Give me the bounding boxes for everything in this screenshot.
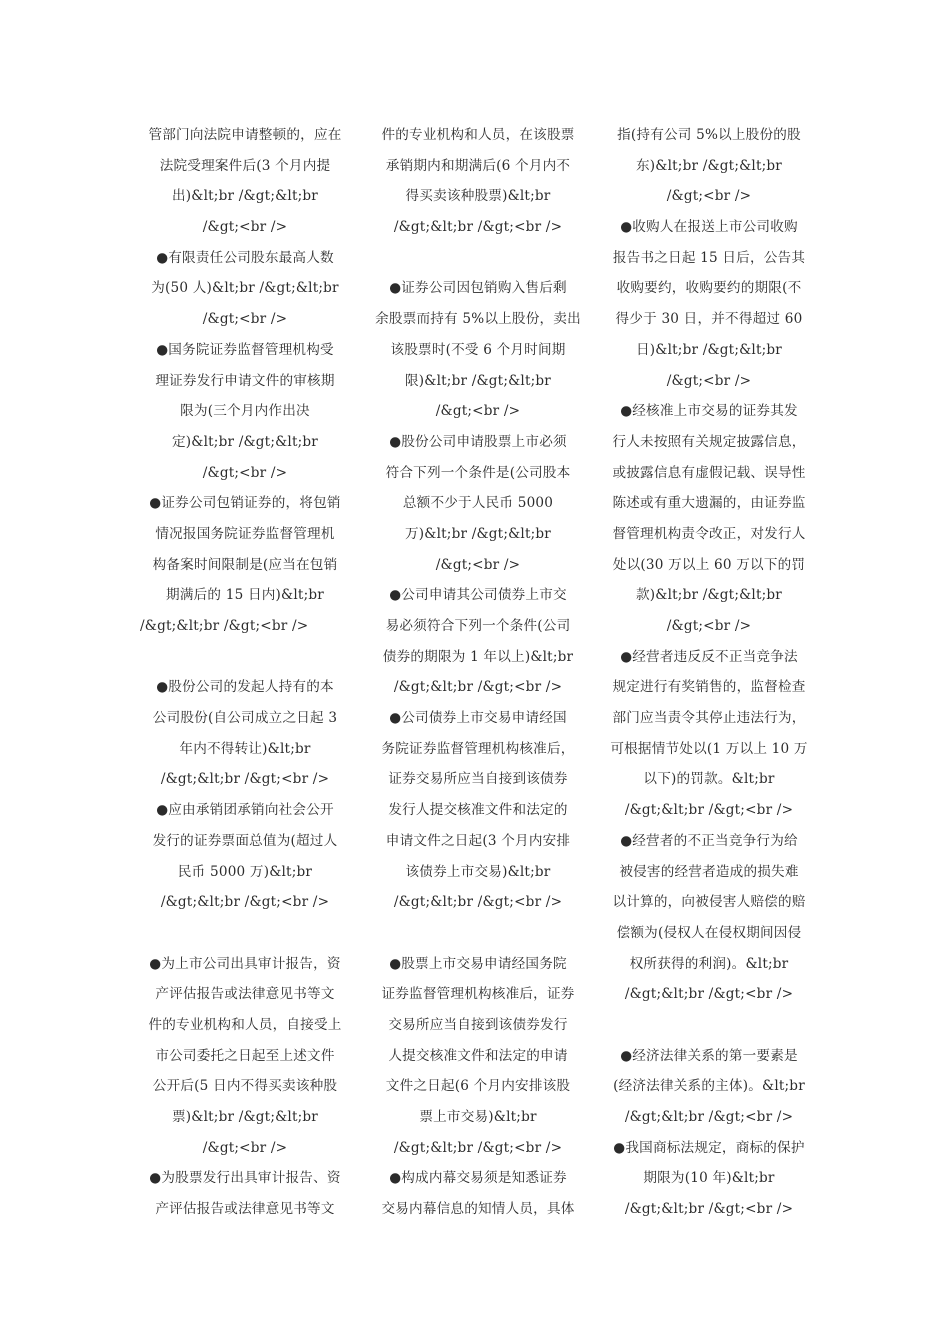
text-line: 产评估报告或法律意见书等文	[155, 986, 335, 1003]
text-line: 定)&lt;br /&gt;&lt;br	[171, 433, 319, 450]
text-line: ●证券公司因包销购入售后剩	[389, 280, 567, 297]
text-line: 证券监督管理机构核准后，证券	[381, 986, 575, 1003]
text-line: 管部门向法院申请整顿的，应在	[148, 127, 342, 143]
text-line: /&gt;&lt;br /&gt;<br />	[624, 1109, 794, 1125]
text-line: 交易内幕信息的知情人员，具体	[381, 1201, 575, 1218]
text-line: 或披露信息有虚假记载、误导性	[612, 464, 806, 481]
text-line: 证券交易所应当自接到该债券	[388, 771, 568, 788]
text-line: 出)&lt;br /&gt;&lt;br	[171, 188, 319, 205]
text-line: 部门应当责令其停止违法行为，	[612, 710, 806, 727]
text-line: /&gt;<br />	[435, 556, 521, 573]
text-line: 日)&lt;br /&gt;&lt;br	[635, 341, 783, 358]
text-line: ●经营者的不正当竞争行为给	[620, 832, 798, 849]
text-line: /&gt;<br />	[666, 618, 752, 634]
text-line: 限为(三个月内作出决	[180, 403, 310, 420]
text-line: /&gt;&lt;br /&gt;<br />	[160, 771, 330, 788]
text-line: 符合下列一个条件是(公司股本	[385, 464, 571, 481]
text-line: /&gt;<br />	[435, 403, 521, 420]
text-line: /&gt;<br />	[202, 1139, 288, 1156]
text-line: 得买卖该种股票)&lt;br	[405, 188, 551, 205]
blank-line	[604, 1010, 814, 1041]
text-line: /&gt;&lt;br /&gt;<br />	[393, 894, 563, 911]
text-line: 款)&lt;br /&gt;&lt;br	[635, 587, 783, 604]
text-line: 指(持有公司 5%以上股份的股	[617, 127, 801, 143]
blank-line	[373, 918, 583, 949]
text-line: 督管理机构责令改正，对发行人	[612, 525, 806, 542]
text-line: 收购要约，收购要约的期限(不	[616, 280, 802, 297]
text-line: 构备案时间限制是(应当在包销	[152, 556, 338, 573]
text-line: 该债券上市交易)&lt;br	[405, 863, 551, 880]
text-line: 偿额为(侵权人在侵权期间因侵	[616, 924, 802, 941]
text-line: /&gt;<br />	[202, 464, 288, 481]
text-line: 发行人提交核准文件和法定的	[388, 802, 568, 819]
text-line: /&gt;<br />	[666, 188, 752, 205]
text-line: 东)&lt;br /&gt;&lt;br	[635, 157, 783, 174]
text-line: 民币 5000 万)&lt;br	[177, 863, 313, 880]
text-line: 期限为(10 年)&lt;br	[643, 1170, 775, 1187]
text-line: 为(50 人)&lt;br /&gt;&lt;br	[151, 280, 339, 297]
text-line: /&gt;&lt;br /&gt;<br />	[624, 1201, 794, 1218]
text-line: ●构成内幕交易须是知悉证券	[389, 1170, 567, 1187]
text-line: 处以(30 万以上 60 万以下的罚	[612, 556, 806, 573]
text-line: /&gt;<br />	[202, 219, 288, 236]
text-line: 总额不少于人民币 5000	[402, 495, 554, 512]
text-line: 件的专业机构和人员，在该股票	[381, 127, 575, 143]
blank-line	[140, 918, 350, 949]
text-line: 行人未按照有关规定披露信息，	[612, 433, 806, 450]
text-line: (经济法律关系的主体)。&lt;br	[613, 1078, 805, 1095]
text-line: 债券的期限为 1 年以上)&lt;br	[382, 648, 574, 665]
text-line: ●经营者违反反不正当竞争法	[620, 648, 798, 665]
text-line: ●为股票发行出具审计报告、资	[149, 1170, 341, 1187]
text-line: ●股票上市交易申请经国务院	[389, 955, 567, 972]
text-line: 法院受理案件后(3 个月内提	[159, 157, 331, 174]
text-line: 以下)的罚款。&lt;br	[643, 771, 775, 788]
text-line: /&gt;<br />	[202, 311, 288, 328]
text-line: 万)&lt;br /&gt;&lt;br	[404, 525, 552, 542]
text-line: 人提交核准文件和法定的申请	[388, 1047, 568, 1064]
text-line: 申请文件之日起(3 个月内安排	[385, 832, 571, 849]
text-line: 可根据情节处以(1 万以上 10 万	[610, 740, 808, 757]
text-line: 限)&lt;br /&gt;&lt;br	[404, 372, 552, 389]
text-line: ●经核准上市交易的证券其发	[620, 403, 798, 420]
text-line: 市公司委托之日起至上述文件	[155, 1047, 335, 1064]
text-line: 报告书之日起 15 日后，公告其	[612, 249, 806, 266]
text-line: ●经济法律关系的第一要素是	[620, 1047, 798, 1064]
text-line: 发行的证券票面总值为(超过人	[152, 832, 338, 849]
text-line: /&gt;&lt;br /&gt;<br />	[393, 679, 563, 696]
text-line: ●证券公司包销证券的，将包销	[149, 495, 341, 512]
text-line: ●为上市公司出具审计报告，资	[149, 955, 341, 972]
text-line: 公司股份(自公司成立之日起 3	[152, 710, 338, 727]
text-line: /&gt;&lt;br /&gt;<br />	[624, 802, 794, 819]
text-line: /&gt;&lt;br /&gt;<br />	[393, 219, 563, 236]
text-line: 理证券发行申请文件的审核期	[155, 372, 335, 389]
text-line: 易必须符合下列一个条件(公司	[385, 618, 571, 634]
text-line: 文件之日起(6 个月内安排该股	[385, 1078, 571, 1095]
text-column-3	[604, 120, 814, 1225]
text-line: 年内不得转让)&lt;br	[179, 740, 311, 757]
text-line: 件的专业机构和人员，自接受上	[148, 1016, 342, 1033]
text-column-1	[140, 120, 350, 1225]
text-line: ●股份公司申请股票上市必须	[389, 433, 567, 450]
text-line: ●国务院证券监督管理机构受	[156, 341, 334, 358]
text-line: ●股份公司的发起人持有的本	[156, 679, 334, 696]
text-line: ●公司申请其公司债券上市交	[389, 587, 567, 604]
text-line: 权所获得的利润)。&lt;br	[629, 955, 789, 972]
text-column-2	[373, 120, 583, 1225]
text-line: 票)&lt;br /&gt;&lt;br	[171, 1109, 319, 1125]
text-line: ●收购人在报送上市公司收购	[620, 219, 798, 236]
text-line: 规定进行有奖销售的，监督检查	[612, 679, 806, 696]
text-line: 情况报国务院证券监督管理机	[155, 525, 335, 542]
text-line: 得少于 30 日，并不得超过 60	[615, 311, 803, 328]
text-line: ●应由承销团承销向社会公开	[156, 802, 334, 819]
text-line: /&gt;&lt;br /&gt;<br />	[140, 618, 309, 634]
text-line: 余股票而持有 5%以上股份，卖出	[375, 311, 581, 328]
text-line: 务院证券监督管理机构核准后，	[381, 740, 575, 757]
text-line: 公开后(5 日内不得买卖该种股	[152, 1078, 338, 1095]
text-line: 交易所应当自接到该债券发行	[388, 1016, 568, 1033]
text-line: 被侵害的经营者造成的损失难	[619, 863, 799, 880]
text-line: ●公司债券上市交易申请经国	[389, 710, 567, 727]
text-line: 该股票时(不受 6 个月时间期	[390, 341, 566, 358]
text-line: 期满后的 15 日内)&lt;br	[166, 587, 324, 604]
text-line: /&gt;&lt;br /&gt;<br />	[624, 986, 794, 1003]
text-line: ●我国商标法规定，商标的保护	[613, 1139, 805, 1156]
blank-line	[140, 642, 350, 673]
text-line: 陈述或有重大遗漏的，由证券监	[612, 495, 806, 512]
text-line: /&gt;<br />	[666, 372, 752, 389]
text-line: 票上市交易)&lt;br	[419, 1109, 537, 1125]
text-line: ●有限责任公司股东最高人数	[156, 249, 334, 266]
text-line: /&gt;&lt;br /&gt;<br />	[160, 894, 330, 911]
text-line: /&gt;&lt;br /&gt;<br />	[393, 1139, 563, 1156]
text-line: 承销期内和期满后(6 个月内不	[385, 157, 571, 174]
text-line: 以计算的，向被侵害人赔偿的赔	[612, 894, 806, 911]
text-line: 产评估报告或法律意见书等文	[155, 1201, 335, 1218]
blank-line	[373, 243, 583, 274]
